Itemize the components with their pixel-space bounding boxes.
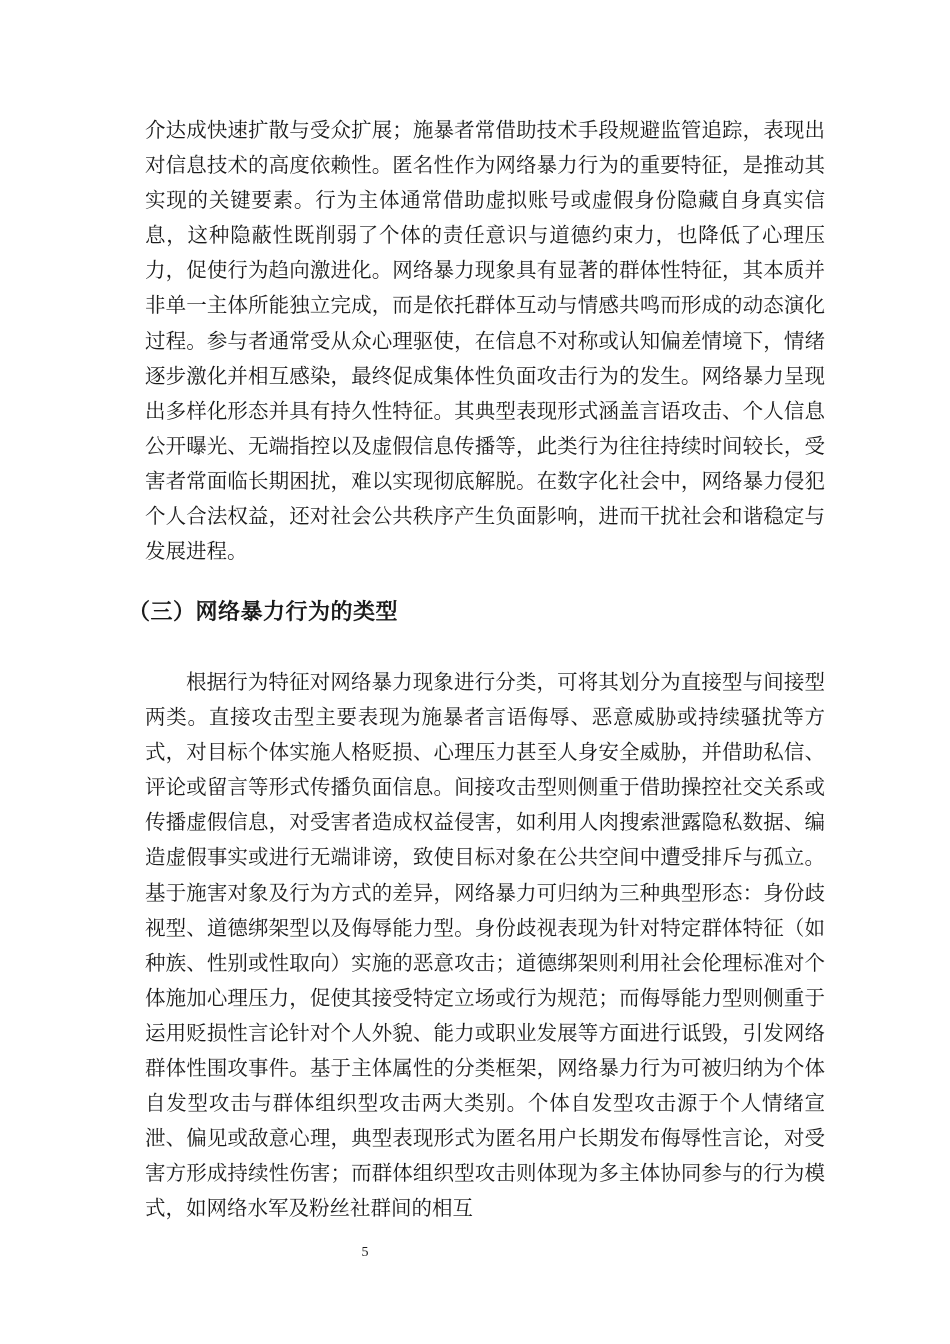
- body-paragraph-2: 根据行为特征对网络暴力现象进行分类，可将其划分为直接型与间接型两类。直接攻击型主要表现为施暴者言语侮辱、恶意威胁或持续骚扰等方式，对目标个体实施人格贬损、心理压力甚至人身安全威胁，并借助私信、评论或留言等形式传播负面信息。间接攻击型则侧重于借助操控社交关系或传播虚假信息，对受害者造成权益侵害，如利用人肉搜索泄露隐私数据、编造虚假事实或进行无端诽谤，致使目标对象在公共空间中遭受排斥与孤立。基于施害对象及行为方式的差异，网络暴力可归纳为三种典型形态：身份歧视型、道德绑架型以及侮辱能力型。身份歧视表现为针对特定群体特征（如种族、性别或性取向）实施的恶意攻击；道德绑架则利用社会伦理标准对个体施加心理压力，促使其接受特定立场或行为规范；而侮辱能力型则侧重于运用贬损性言论针对个人外貌、能力或职业发展等方面进行诋毁，引发网络群体性围攻事件。基于主体属性的分类框架，网络暴力行为可被归纳为个体自发型攻击与群体组织型攻击两大类别。个体自发型攻击源于个人情绪宣泄、偏见或敌意心理，典型表现形式为匿名用户长期发布侮辱性言论，对受害方形成持续性伤害；而群体组织型攻击则体现为多主体协同参与的行为模式，如网络水军及粉丝社群间的相互: [145, 670, 825, 1221]
- body-paragraph-1: 介达成快速扩散与受众扩展；施暴者常借助技术手段规避监管追踪，表现出对信息技术的高度依赖性。匿名性作为网络暴力行为的重要特征，是推动其实现的关键要素。行为主体通常借助虚拟账号或虚假身份隐藏自身真实信息，这种隐蔽性既削弱了个体的责任意识与道德约束力，也降低了心理压力，促使行为趋向激进化。网络暴力现象具有显著的群体性特征，其本质并非单一主体所能独立完成，而是依托群体互动与情感共鸣而形成的动态演化过程。参与者通常受从众心理驱使，在信息不对称或认知偏差情境下，情绪逐步激化并相互感染，最终促成集体性负面攻击行为的发生。网络暴力呈现出多样化形态并具有持久性特征。其典型表现形式涵盖言语攻击、个人信息公开曝光、无端指控以及虚假信息传播等，此类行为往往持续时间较长，受害者常面临长期困扰，难以实现彻底解脱。在数字化社会中，网络暴力侵犯个人合法权益，还对社会公共秩序产生负面影响，进而干扰社会和谐稳定与发展进程。: [145, 118, 825, 564]
- page-number: 5: [361, 1245, 369, 1260]
- section-heading: （三）网络暴力行为的类型: [128, 600, 399, 625]
